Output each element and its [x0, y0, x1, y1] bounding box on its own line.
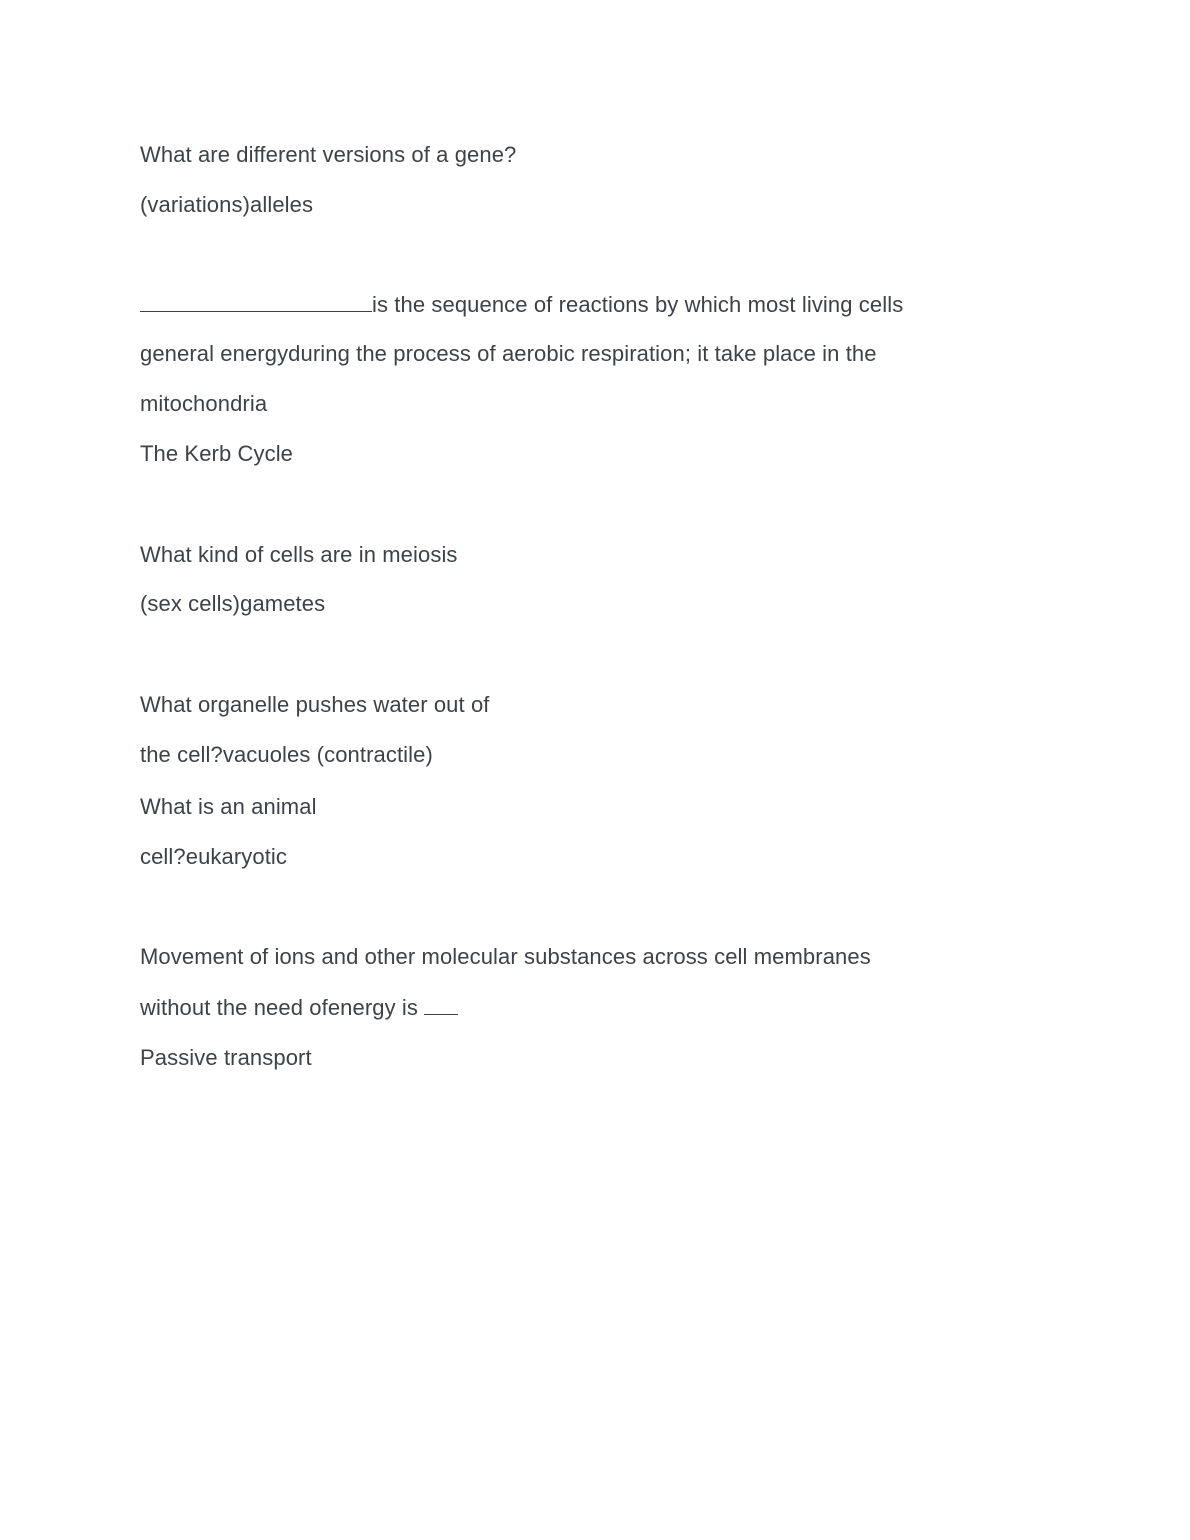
- answer-vacuoles: the cell?vacuoles (contractile): [140, 742, 433, 767]
- question-meiosis-cells: What kind of cells are in meiosis: [140, 542, 458, 567]
- question-gene-versions: What are different versions of a gene?: [140, 142, 517, 167]
- fill-in-blank: [140, 289, 372, 312]
- answer-kerb-cycle: The Kerb Cycle: [140, 441, 294, 466]
- answer-alleles: (variations)alleles: [140, 192, 314, 217]
- question-animal-cell: What is an animal: [140, 794, 317, 819]
- answer-passive-transport: Passive transport: [140, 1045, 312, 1070]
- question-passive-line2-text: without the need ofenergy is: [140, 995, 418, 1020]
- answer-eukaryotic: cell?eukaryotic: [140, 844, 288, 869]
- question-passive-line2: [140, 992, 458, 1023]
- question-organelle-water: What organelle pushes water out of: [140, 692, 490, 717]
- fill-in-blank-short: [424, 992, 458, 1015]
- question-krebs-line3: mitochondria: [140, 391, 268, 416]
- question-krebs-line2: general energyduring the process of aerobic respiration; it take place in the: [140, 341, 877, 366]
- question-krebs-line1-text: is the sequence of reactions by which most living cells: [372, 292, 904, 317]
- question-passive-line1: Movement of ions and other molecular substances across cell membranes: [140, 944, 871, 969]
- answer-gametes: (sex cells)gametes: [140, 591, 326, 616]
- question-krebs-line1: [140, 289, 903, 320]
